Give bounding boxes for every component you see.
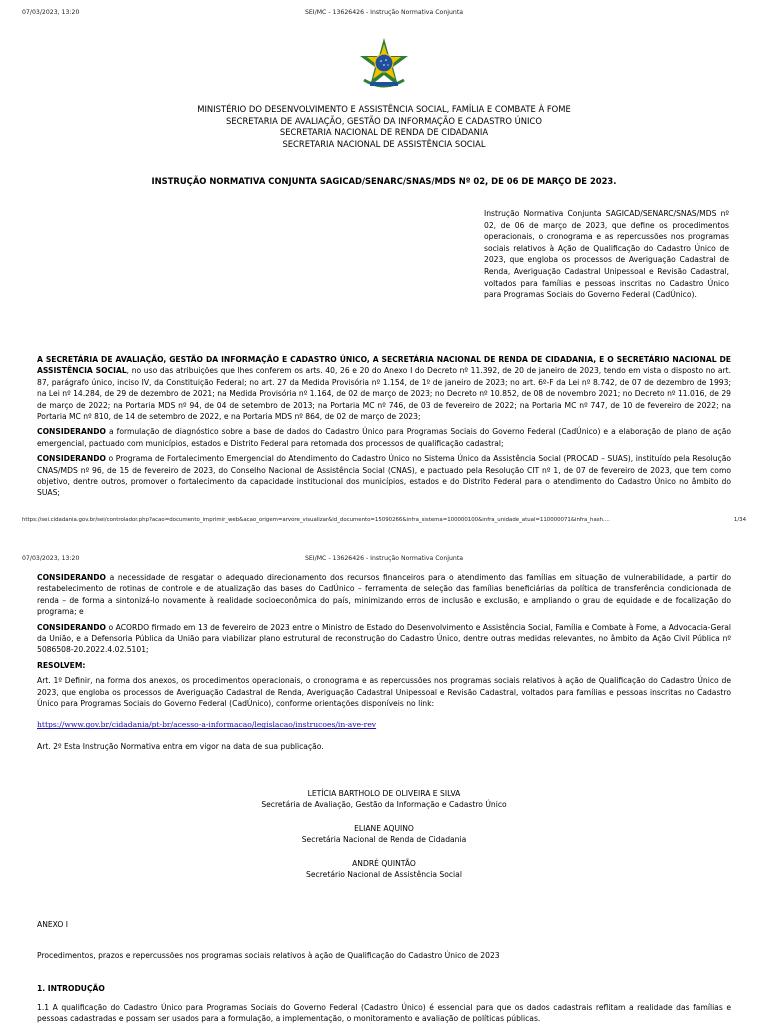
ministry-line: SECRETARIA NACIONAL DE ASSISTÊNCIA SOCIAL bbox=[282, 138, 486, 149]
page-separator bbox=[0, 540, 768, 550]
signatory-name: ANDRÉ QUINTÃO bbox=[352, 859, 416, 868]
ministry-line: SECRETARIA DE AVALIAÇÃO, GESTÃO DA INFORMAÇÃO E CADASTRO ÚNICO bbox=[226, 115, 542, 126]
document-page-2 bbox=[0, 552, 768, 1024]
considerando-text: o Programa de Fortalecimento Emergencial do Atendimento do Cadastro Único no Sistema Único da Assistência Social (PROCAD – SUAS), instituído pela Resolução CNAS/MDS nº 96, de 15 de fevereiro de 2023, do Conselho Nacional de Assistência Social (CNAS), e pactuado pela Resolução CIT nº 1, de 07 de fevereiro de 2023, que tem como objetivo, dentre outros, promover o fortalecimento da capacidade institucional dos municípios, estados e do Distrito Federal para o atendimento do Cadastro Único no âmbito do SUAS; bbox=[37, 454, 731, 498]
document-body bbox=[37, 354, 731, 503]
print-footer-url[interactable]: https://sei.cidadania.gov.br/sei/controlador.php?acao=documento_imprimir_web&acao_origem=arvore_visualizar&id_documento=15090266&infra_sistema=100000100&infra_unidade_atual=110000071&infra_hash.... bbox=[22, 517, 610, 523]
ministry-heading bbox=[60, 104, 708, 150]
considerando-paragraph bbox=[37, 426, 731, 449]
signatory-name: LETÍCIA BARTHOLO DE OLIVEIRA E SILVA bbox=[307, 789, 461, 798]
considerando-label: CONSIDERANDO bbox=[37, 573, 107, 582]
resolvem-heading bbox=[37, 660, 731, 671]
ministry-line: MINISTÉRIO DO DESENVOLVIMENTO E ASSISTÊNCIA SOCIAL, FAMÍLIA E COMBATE À FOME bbox=[197, 104, 571, 114]
document-body bbox=[37, 572, 731, 756]
print-header bbox=[22, 9, 746, 21]
considerando-label: CONSIDERANDO bbox=[37, 427, 107, 437]
signatory-role: Secretária de Avaliação, Gestão da Informação e Cadastro Único bbox=[261, 800, 507, 810]
signatory-role: Secretária Nacional de Renda de Cidadania bbox=[301, 835, 467, 845]
considerando-paragraph bbox=[37, 572, 731, 618]
print-timestamp: 07/03/2023, 13:20 bbox=[22, 555, 80, 562]
article-1: Art. 1º Definir, na forma dos anexos, os procedimentos operacionais, o cronograma e as repercussões nos programas sociais relativos à ação de Qualificação do Cadastro Único de 2023, que engloba os processos de Averiguação Cadastral de Renda, Averiguação Cadastral Unipessoal e Revisão Cadastral, voltados para famílias e pessoas inscritas no Cadastro Único para Programas Sociais do Governo Federal (CadÚnico), conforme orientações disponíveis no link: bbox=[37, 676, 731, 709]
print-footer bbox=[22, 517, 746, 523]
print-doc-title: SEI/MC - 13626426 - Instrução Normativa Conjunta bbox=[304, 555, 464, 562]
annex-title: ANEXO I bbox=[37, 920, 69, 929]
annex-subtitle: Procedimentos, prazos e repercussões nos programas sociais relativos à ação de Qualificação do Cadastro Único de 2023 bbox=[37, 951, 500, 960]
article-2: Art. 2º Esta Instrução Normativa entra em vigor na data de sua publicação. bbox=[37, 741, 324, 751]
ministry-line: SECRETARIA NACIONAL DE RENDA DE CIDADANIA bbox=[279, 127, 489, 138]
document-title: INSTRUÇÃO NORMATIVA CONJUNTA SAGICAD/SENARC/SNAS/MDS Nº 02, DE 06 DE MARÇO DE 2023. bbox=[151, 176, 617, 186]
preamble-authorities: A SECRETÁRIA DE AVALIAÇÃO, GESTÃO DA INFORMAÇÃO E CADASTRO ÚNICO, A SECRETÁRIA NACIONAL DE RENDA DE CIDADANIA, E O SECRETÁRIO NACIONAL DE ASSISTÊNCIA SOCIAL bbox=[37, 355, 731, 376]
print-timestamp: 07/03/2023, 13:20 bbox=[22, 9, 80, 16]
resolvem-label: RESOLVEM: bbox=[37, 660, 86, 670]
considerando-paragraph bbox=[37, 622, 731, 656]
preamble-text: , no uso das atribuições que lhes conferem os arts. 40, 26 e 20 do Anexo I do Decreto nº 11.392, de 20 de janeiro de 2023, tendo em vista o disposto no art. 87, parágrafo único, inciso IV, da Constituição Federal; no art. 27 da Medida Provisória nº 1.154, de 1º de janeiro de 2023; no art. 6º-F da Lei nº 8.742, de 07 de dezembro de 1993; na Lei nº 14.284, de 29 de dezembro de 2021; na Medida Provisória nº 1.164, de 02 de março de 2023; no Decreto nº 10.852, de 08 de novembro 2021; no Decreto nº 11.016, de 29 de março de 2022; na Portaria MDS nº 94, de 04 de setembro de 2013; na Portaria MC nº 746, de 03 de fevereiro de 2022; na Portaria MC nº 747, de 10 de fevereiro de 2022; na Portaria MC nº 810, de 14 de setembro de 2022, e na Portaria MDS nº 864, de 02 de março de 2023; bbox=[37, 366, 732, 422]
considerando-text: a formulação de diagnóstico sobre a base de dados do Cadastro Único para Programas Sociais do Governo Federal (CadÚnico) e a elaboração de plano de ação emergencial, pactuado com municípios, estados e Distrito Federal para retomada dos processos de qualificação cadastral; bbox=[37, 427, 731, 448]
signatory-name: ELIANE AQUINO bbox=[354, 824, 414, 833]
considerando-label: CONSIDERANDO bbox=[37, 454, 107, 464]
section-title-text: 1. INTRODUÇÃO bbox=[37, 984, 105, 993]
signatory-role: Secretário Nacional de Assistência Social bbox=[306, 870, 462, 880]
section-title bbox=[37, 983, 731, 994]
section-paragraph: 1.1 A qualificação do Cadastro Único para Programas Sociais do Governo Federal (Cadastro Único) é essencial para que os dados cadastrais reflitam a realidade das famílias e pessoas cadastradas e possam ser usados para a formulação, a implementação, o monitoramento e avaliação de políticas públicas. bbox=[37, 1003, 731, 1024]
signature-block bbox=[40, 858, 728, 881]
considerando-text: a necessidade de resgatar o adequado direcionamento dos recursos financeiros para o atendimento das famílias em situação de vulnerabilidade, a partir do restabelecimento de rotinas de controle e de atualização das bases do CadÚnico – ferramenta de seleção das famílias beneficiárias da política de transferência condicionada de renda – de forma a sintonizá-lo novamente à realidade socioeconômica do país, minimizando erros de inclusão e exclusão, e ampliando o grau de equidade e de focalização do programa; e bbox=[37, 573, 731, 617]
ementa-paragraph: Instrução Normativa Conjunta SAGICAD/SENARC/SNAS/MDS nº 02, de 06 de março de 2023, que define os procedimentos operacionais, o cronograma e as repercussões nos programas sociais relativos à Ação de Qualificação do Cadastro Único de 2023, que engloba os processos de Averiguação Cadastral de Renda, Averiguação Cadastral Unipessoal e Revisão Cadastral, voltados para famílias e pessoas inscritas no Cadastro Único para Programas Sociais do Governo Federal (CadÚnico). bbox=[484, 209, 729, 300]
considerando-label: CONSIDERANDO bbox=[37, 622, 107, 632]
print-header bbox=[22, 555, 746, 567]
link-paragraph bbox=[37, 719, 731, 730]
brazil-coat-of-arms-icon bbox=[356, 36, 412, 92]
signature-block bbox=[40, 823, 728, 846]
print-doc-title: SEI/MC - 13626426 - Instrução Normativa Conjunta bbox=[304, 9, 464, 16]
instructions-link[interactable]: https://www.gov.br/cidadania/pt-br/acesso-a-informacao/legislacao/instrucoes/in-ave-rev bbox=[37, 720, 377, 730]
preamble-paragraph bbox=[37, 354, 731, 422]
page-number: 1/34 bbox=[733, 517, 746, 523]
considerando-paragraph bbox=[37, 453, 731, 499]
considerando-text: o ACORDO firmado em 13 de fevereiro de 2023 entre o Ministro de Estado do Desenvolvimento e Assistência Social, Família e Combate à Fome, a Advocacia-Geral da União, e a Defensoria Pública da União para viabilizar plano estrutural de reconstrução do Cadastro Único, dentre outras medidas relevantes, no âmbito da Ação Civil Pública nº 5086508-20.2022.4.02.5101; bbox=[37, 622, 731, 655]
signature-block bbox=[40, 788, 728, 811]
